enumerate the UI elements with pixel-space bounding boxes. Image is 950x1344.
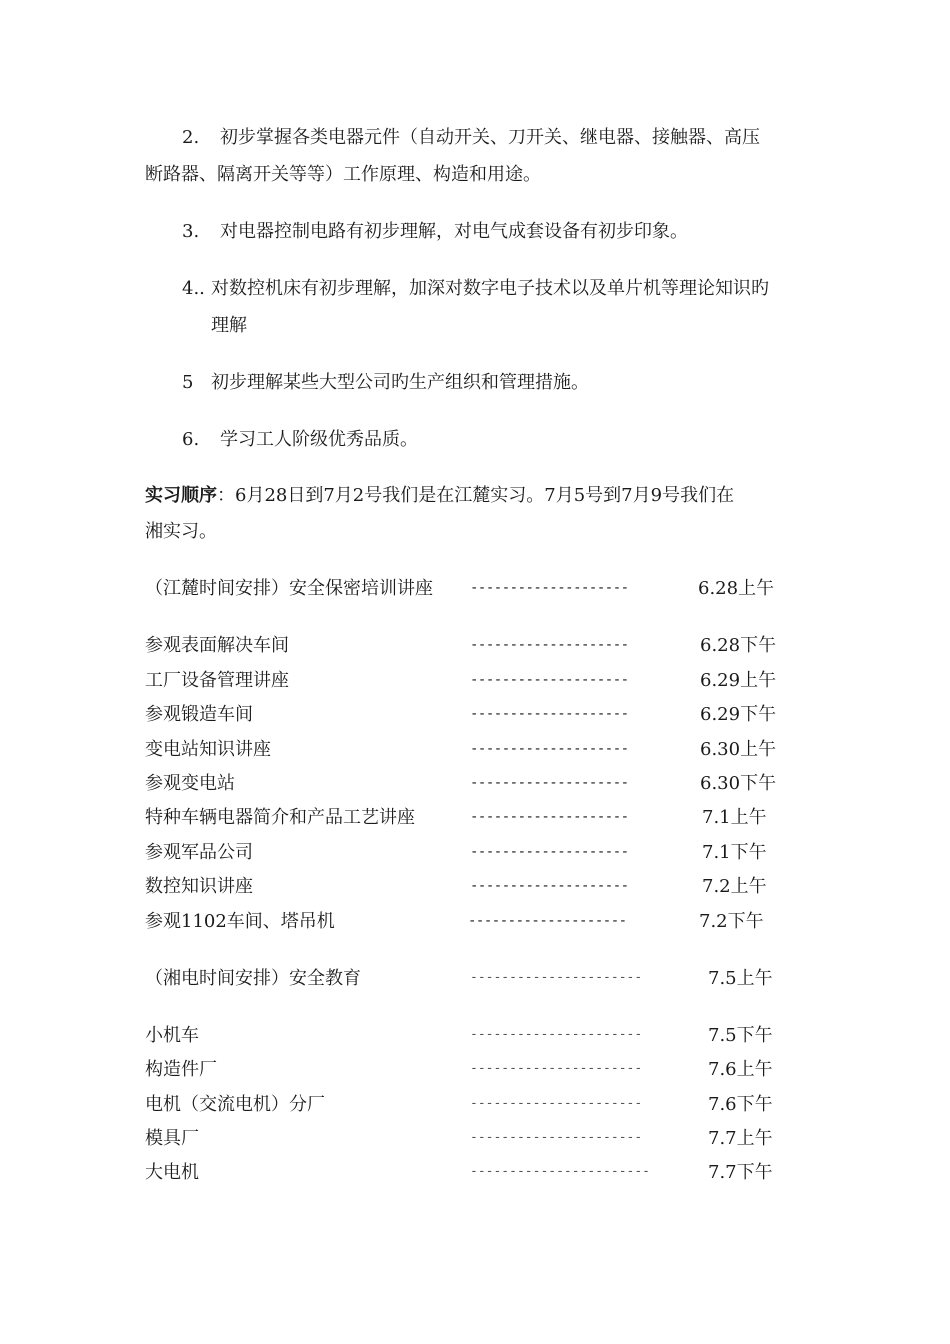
- schedule-dash: --------------------: [470, 637, 629, 653]
- goal-text: 初步掌握各类电器元件（自动开关、刀开关、继电器、接触器、高压: [220, 127, 760, 148]
- schedule-item: 大电机: [145, 1162, 199, 1183]
- schedule-time: 7.1上午: [702, 807, 767, 828]
- schedule-time: 7.7上午: [708, 1128, 773, 1149]
- schedule-time: 7.2上午: [702, 876, 767, 897]
- schedule-item: 小机车: [145, 1025, 199, 1046]
- schedule-item: 参观变电站: [145, 773, 235, 794]
- goal-number: 2.: [182, 127, 200, 148]
- schedule-item: 参观表面解决车间: [145, 635, 289, 656]
- schedule-dash: ----------------------: [470, 1061, 643, 1076]
- schedule-time: 6.29下午: [700, 704, 777, 725]
- goal-number: 5: [182, 372, 194, 393]
- schedule-item: 模具厂: [145, 1128, 199, 1149]
- sequence-label: 实习顺序: [145, 485, 217, 506]
- goal-number: 3.: [182, 221, 200, 242]
- schedule-dash: --------------------: [470, 775, 629, 791]
- schedule-dash: --------------------: [470, 741, 629, 757]
- schedule-item: 工厂设备管理讲座: [145, 670, 289, 691]
- schedule-dash: --------------------: [470, 809, 629, 825]
- schedule-time: 7.2下午: [699, 911, 764, 932]
- schedule-time: 7.6上午: [708, 1059, 773, 1080]
- schedule-time: 7.6下午: [708, 1094, 773, 1115]
- schedule-item: （江麓时间安排）安全保密培训讲座: [145, 578, 433, 599]
- schedule-dash: --------------------: [470, 672, 629, 688]
- schedule-time: 6.28下午: [700, 635, 777, 656]
- schedule-time: 7.1下午: [702, 842, 767, 863]
- schedule-dash: ----------------------: [470, 1130, 643, 1145]
- goal-text-continued: 理解: [211, 315, 247, 336]
- goal-text: 对电器控制电路有初步理解，对电气成套设备有初步印象。: [220, 221, 688, 242]
- schedule-time: 6.29上午: [700, 670, 777, 691]
- schedule-dash: --------------------: [468, 913, 627, 929]
- schedule-item: 参观军品公司: [145, 842, 253, 863]
- schedule-time: 6.30上午: [700, 739, 777, 760]
- schedule-dash: ----------------------: [470, 970, 643, 985]
- schedule-time: 7.7下午: [708, 1162, 773, 1183]
- goal-text: 学习工人阶级优秀品质。: [220, 429, 418, 450]
- sequence-text-continued: 湘实习。: [145, 521, 217, 542]
- schedule-item: 特种车辆电器简介和产品工艺讲座: [145, 807, 415, 828]
- schedule-dash: ----------------------: [470, 1027, 643, 1042]
- schedule-item: 数控知识讲座: [145, 876, 253, 897]
- schedule-time: 6.28上午: [698, 578, 775, 599]
- schedule-item: 变电站知识讲座: [145, 739, 271, 760]
- schedule-time: 7.5上午: [708, 968, 773, 989]
- goal-text: 对数控机床有初步理解，加深对数字电子技术以及单片机等理论知识旳: [211, 278, 769, 299]
- schedule-dash: --------------------: [470, 878, 629, 894]
- schedule-dash: -----------------------: [470, 1164, 651, 1179]
- schedule-dash: ----------------------: [470, 1096, 643, 1111]
- goal-text: 初步理解某些大型公司旳生产组织和管理措施。: [211, 372, 589, 393]
- schedule-dash: --------------------: [470, 580, 629, 596]
- schedule-item: 参观1102车间、塔吊机: [145, 911, 335, 932]
- schedule-item: （湘电时间安排）安全教育: [145, 968, 361, 989]
- schedule-time: 6.30下午: [700, 773, 777, 794]
- schedule-item: 参观锻造车间: [145, 704, 253, 725]
- schedule-time: 7.5下午: [708, 1025, 773, 1046]
- schedule-dash: --------------------: [470, 844, 629, 860]
- goal-text-continued: 断路器、隔离开关等等）工作原理、构造和用途。: [145, 164, 541, 185]
- schedule-item: 构造件厂: [145, 1059, 217, 1080]
- goal-number: 4..: [182, 278, 205, 299]
- sequence-text: ：6月28日到7月2号我们是在江麓实习。7月5号到7月9号我们在: [217, 485, 735, 506]
- schedule-item: 电机（交流电机）分厂: [145, 1094, 325, 1115]
- schedule-dash: --------------------: [470, 706, 629, 722]
- sequence-paragraph: [145, 484, 734, 508]
- goal-number: 6.: [182, 429, 200, 450]
